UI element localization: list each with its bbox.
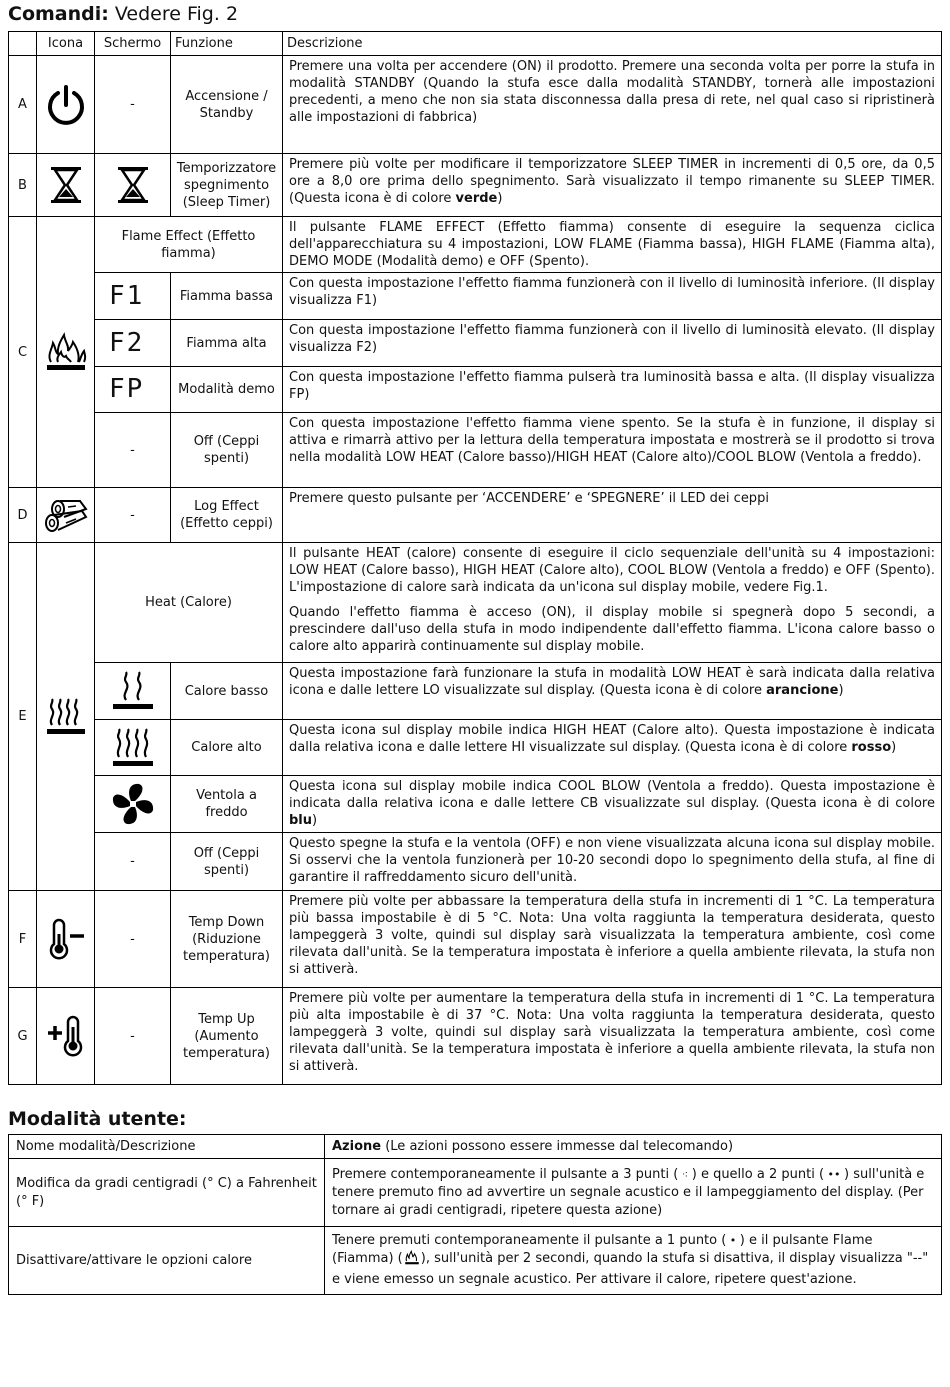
row-e-sub-off: [9, 833, 942, 891]
row-letter: C: [9, 217, 37, 488]
hourglass-icon: [95, 154, 171, 217]
one-dot-icon: •: [726, 1234, 740, 1247]
screen-value: -: [95, 413, 171, 488]
row-letter: A: [9, 56, 37, 154]
high-heat-icon: [95, 720, 171, 776]
screen-value: -: [95, 488, 171, 543]
three-dot-icon: ⁖: [678, 1167, 692, 1181]
user-modes-table: [8, 1134, 942, 1295]
description: Premere una volta per accendere (ON) il prodotto. Premere una seconda volta per porre la stufa in modalità STANDBY (Quando la stufa esce dalla modalità STANDBY, tornerà alle impostazioni precedenti, a meno che non sia stata disconnessa dalla presa di rete, nel qual caso si ripristinerà alle impostazioni di fabbrica): [283, 56, 942, 154]
mode-row-celsius-fahrenheit: [9, 1159, 942, 1227]
modes-header-name: Nome modalità/Descrizione: [9, 1135, 325, 1159]
row-c-sub-f2: [9, 320, 942, 367]
description: Premere più volte per abbassare la temperatura della stufa in incrementi di 1 °C. La temperatura più bassa impostabile è di 5 °C. Nota: Una volta raggiunta la temperatura desiderata, questo lampeggerà 3 volte, quindi sul display sarà visualizzata la temperatura ambiente, così come rilevata dall'unità. Se la temperatura impostata è inferiore a quella ambiente rilevata, la stufa non si attiverà.: [283, 891, 942, 988]
flame-icon: [37, 217, 95, 488]
row-c-sub-f1: [9, 273, 942, 320]
description: Il pulsante HEAT (calore) consente di eseguire il ciclo sequenziale dell'unità su 4 impostazioni: LOW HEAT (Calore basso), HIGH HEAT (Calore alto), COOL BLOW (Ventola a freddo) e OFF (Spento). L'impostazione di calore sarà indicata da un'icona sul display mobile, vedere Fig.1. Quando l'effetto fiamma è acceso (ON), il display mobile si spegnerà dopo 5 secondi, a prescindere dall'uso della stufa in modo indipendente dall'effetto fiamma. L'icona calore basso o calore alto apparirà continuamente sul display mobile.: [283, 543, 942, 663]
function-label: Heat (Calore): [95, 543, 283, 663]
row-letter: F: [9, 891, 37, 988]
screen-value: -: [95, 891, 171, 988]
function-label: Off (Ceppi spenti): [171, 833, 283, 891]
row-e-sub-high: [9, 720, 942, 776]
screen-value: -: [95, 833, 171, 891]
commands-table: [8, 31, 942, 1085]
row-letter: G: [9, 988, 37, 1085]
mode-action: Premere contemporaneamente il pulsante a 3 punti ( ⁖ ) e quello a 2 punti ( •• ) sull'unità e tenere premuto fino ad avvertire un segnale acustico e il lampeggiamento del display. (Per tornare ai gradi centigradi, ripetere questa azione): [325, 1159, 942, 1227]
function-label: Calore alto: [171, 720, 283, 776]
description: Con questa impostazione l'effetto fiamma viene spento. Se la stufa è in funzione, il display si attiva e rimarrà attivo per la lettura della temperatura impostata e mostrerà se il prodotto si trova nella modalità LOW HEAT (Calore basso)/HIGH HEAT (Calore alto)/COOL BLOW (Ventola a freddo).: [283, 413, 942, 488]
function-label: Calore basso: [171, 663, 283, 720]
heat-icon: [37, 543, 95, 891]
row-f: [9, 891, 942, 988]
row-c: [9, 217, 942, 273]
header-schermo: Schermo: [95, 32, 171, 56]
row-e-sub-low: [9, 663, 942, 720]
display-f2: F2: [95, 320, 171, 367]
flame-icon: [403, 1250, 421, 1271]
function-label: Temp Down (Riduzione temperatura): [171, 891, 283, 988]
hourglass-icon: [37, 154, 95, 217]
description: Il pulsante FLAME EFFECT (Effetto fiamma) consente di eseguire la sequenza ciclica dell'apparecchiatura su 4 impostazioni, LOW FLAME (Fiamma bassa), HIGH FLAME (Fiamma alta), DEMO MODE (Modalità demo) e OFF (Spento).: [283, 217, 942, 273]
description: Con questa impostazione l'effetto fiamma funzionerà con il livello di luminosità inferiore. (Il display visualizza F1): [283, 273, 942, 320]
description: Premere questo pulsante per ‘ACCENDERE’ e ‘SPEGNERE’ il LED dei ceppi: [283, 488, 942, 543]
function-label: Fiamma bassa: [171, 273, 283, 320]
header-funzione: Funzione: [171, 32, 283, 56]
function-label: Ventola a freddo: [171, 776, 283, 833]
header-row: [9, 32, 942, 56]
function-label: Modalità demo: [171, 367, 283, 413]
screen-value: -: [95, 56, 171, 154]
section-title-modalita: Modalità utente:: [8, 1108, 187, 1130]
function-label: Temporizzatore spegnimento (Sleep Timer): [171, 154, 283, 217]
row-a: [9, 56, 942, 154]
fan-icon: [95, 776, 171, 833]
two-dot-icon: ••: [824, 1167, 844, 1181]
power-icon: [37, 56, 95, 154]
row-letter: E: [9, 543, 37, 891]
row-b: [9, 154, 942, 217]
row-c-sub-fp: [9, 367, 942, 413]
mode-name: Modifica da gradi centigradi (° C) a Fahrenheit (° F): [9, 1159, 325, 1227]
description: Questo spegne la stufa e la ventola (OFF) e non viene visualizzata alcuna icona sul display mobile. Si osservi che la ventola funzionerà per 10-20 secondi dopo lo spegnimento della stufa, al fine di garantire il raffreddamento sicuro dell'unità.: [283, 833, 942, 891]
mode-action: Tenere premuti contemporaneamente il pulsante a 1 punto ( • ) e il pulsante Flame (Fiamma) ( ), sull'unità per 2 secondi, quando la stufa si disattiva, il display visualizza "--" e viene emesso un segnale acustico. Per attivare il calore, ripetere quest'azione.: [325, 1227, 942, 1295]
row-d: [9, 488, 942, 543]
description: Con questa impostazione l'effetto fiamma funzionerà con il livello di luminosità elevato. (Il display visualizza F2): [283, 320, 942, 367]
description: Questa impostazione farà funzionare la stufa in modalità LOW HEAT è sarà indicata dalla relativa icona e dalle lettere LO visualizzate sul display. (Questa icona è di colore arancione): [283, 663, 942, 720]
function-label: Off (Ceppi spenti): [171, 413, 283, 488]
mode-name: Disattivare/attivare le opzioni calore: [9, 1227, 325, 1295]
modes-header-row: [9, 1135, 942, 1159]
row-c-sub-off: [9, 413, 942, 488]
logs-icon: [37, 488, 95, 543]
description: Con questa impostazione l'effetto fiamma pulserà tra luminosità bassa e alta. (Il display visualizza FP): [283, 367, 942, 413]
description: Premere più volte per modificare il temporizzatore SLEEP TIMER in incrementi di 0,5 ore, da 0,5 ore a 8,0 ore prima dello spegnimento. Sarà visualizzato il tempo rimanente su SLEEP TIMER. (Questa icona è di colore verde): [283, 154, 942, 217]
row-e: [9, 543, 942, 663]
low-heat-icon: [95, 663, 171, 720]
screen-value: -: [95, 988, 171, 1085]
function-label: Accensione / Standby: [171, 56, 283, 154]
description: Questa icona sul display mobile indica HIGH HEAT (Calore alto). Questa impostazione è indicata dalla relativa icona e dalle lettere HI visualizzate sul display. (Questa icona è di colore rosso): [283, 720, 942, 776]
mode-row-heat-options: [9, 1227, 942, 1295]
row-letter: B: [9, 154, 37, 217]
description: Premere più volte per aumentare la temperatura della stufa in incrementi di 1 °C. La temperatura più alta impostabile è di 37 °C. Nota: Una volta raggiunta la temperatura desiderata, questo lampeggerà 3 volte, quindi sul display sarà visualizzata la temperatura ambiente, così come rilevata dall'unità. Se la temperatura impostata è inferiore a quella ambiente rilevata, la stufa non si attiverà.: [283, 988, 942, 1085]
function-label: Log Effect (Effetto ceppi): [171, 488, 283, 543]
function-label: Temp Up (Aumento temperatura): [171, 988, 283, 1085]
description: Questa icona sul display mobile indica COOL BLOW (Ventola a freddo). Questa impostazione è indicata dalla relativa icona e dalle lettere CB visualizzate sul display. (Questa icona è di colore blu): [283, 776, 942, 833]
display-fp: FP: [95, 367, 171, 413]
row-g: [9, 988, 942, 1085]
display-f1: F1: [95, 273, 171, 320]
section-title-comandi: Comandi: Vedere Fig. 2: [8, 3, 239, 25]
function-label: Fiamma alta: [171, 320, 283, 367]
header-icona: Icona: [37, 32, 95, 56]
row-e-sub-fan: [9, 776, 942, 833]
row-letter: D: [9, 488, 37, 543]
function-label: Flame Effect (Effetto fiamma): [95, 217, 283, 273]
temp-up-icon: [37, 988, 95, 1085]
temp-down-icon: [37, 891, 95, 988]
header-descrizione: Descrizione: [283, 32, 942, 56]
modes-header-action: Azione (Le azioni possono essere immesse dal telecomando): [325, 1135, 942, 1159]
